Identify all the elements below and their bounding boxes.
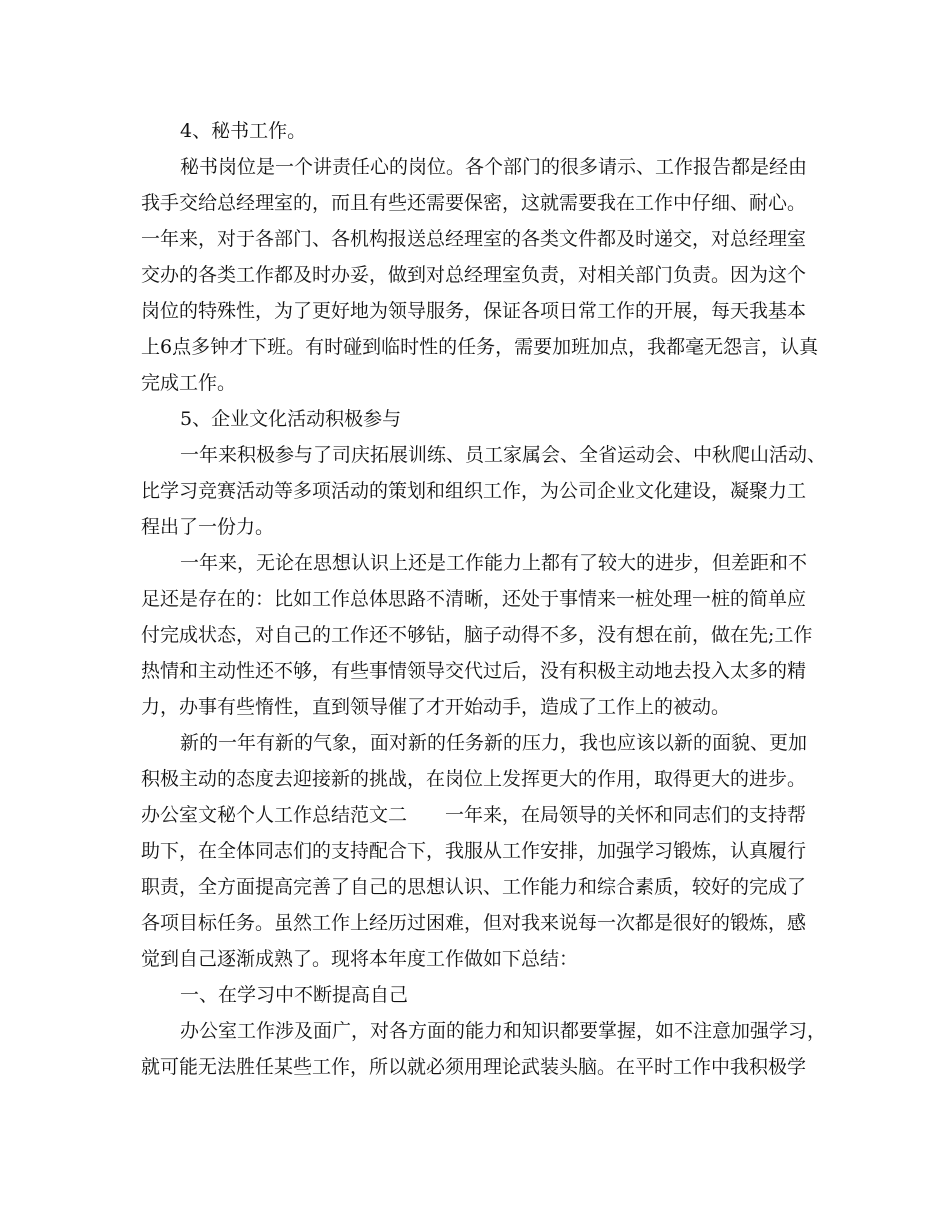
paragraph-line: 秘书岗位是一个讲责任心的岗位。各个部门的很多请示、工作报告都是经由 <box>180 156 808 178</box>
paragraph-line: 就可能无法胜任某些工作，所以就必须用理论武装头脑。在平时工作中我积极学 <box>141 1056 807 1078</box>
paragraph-line: 新的一年有新的气象，面对新的任务新的压力，我也应该以新的面貌、更加 <box>180 732 808 754</box>
paragraph-line: 完成工作。 <box>141 372 237 394</box>
paragraph-line: 一年来，无论在思想认识上还是工作能力上都有了较大的进步，但差距和不 <box>180 552 808 574</box>
paragraph-line: 积极主动的态度去迎接新的挑战，在岗位上发挥更大的作用，取得更大的进步。 <box>141 768 807 790</box>
paragraph-line: 程出了一份力。 <box>141 516 275 538</box>
paragraph-line: 力，办事有些惰性，直到领导催了才开始动手，造成了工作上的被动。 <box>141 696 731 718</box>
paragraph-line: 我手交给总经理室的，而且有些还需要保密，这就需要我在工作中仔细、耐心。 <box>141 192 807 214</box>
paragraph-line: 觉到自己逐渐成熟了。现将本年度工作做如下总结： <box>141 948 579 970</box>
paragraph-line: 各项目标任务。虽然工作上经历过困难，但对我来说每一次都是很好的锻炼，感 <box>141 912 807 934</box>
paragraph-line: 一年来积极参与了司庆拓展训练、员工家属会、全省运动会、中秋爬山活动、 <box>180 444 827 466</box>
paragraph-line: 上6点多钟才下班。有时碰到临时性的任务，需要加班加点，我都毫无怨言，认真 <box>141 336 819 358</box>
paragraph-line: 足还是存在的：比如工作总体思路不清晰，还处于事情来一桩处理一桩的简单应 <box>141 588 807 610</box>
paragraph-line: 职责，全方面提高完善了自己的思想认识、工作能力和综合素质，较好的完成了 <box>141 876 807 898</box>
heading-culture-activities: 5、企业文化活动积极参与 <box>180 408 402 430</box>
paragraph-line: 一年来，对于各部门、各机构报送总经理室的各类文件都及时递交，对总经理室 <box>141 228 807 250</box>
heading-secretary-work: 4、秘书工作。 <box>180 120 307 142</box>
heading-learning: 一、在学习中不断提高自己 <box>180 984 409 1006</box>
paragraph-line: 办公室文秘个人工作总结范文二 一年来，在局领导的关怀和同志们的支持帮 <box>141 804 807 826</box>
paragraph-line: 比学习竞赛活动等多项活动的策划和组织工作，为公司企业文化建设，凝聚力工 <box>141 480 807 502</box>
paragraph-line: 热情和主动性还不够，有些事情领导交代过后，没有积极主动地去投入太多的精 <box>141 660 807 682</box>
paragraph-line: 交办的各类工作都及时办妥，做到对总经理室负责，对相关部门负责。因为这个 <box>141 264 807 286</box>
paragraph-line: 办公室工作涉及面广，对各方面的能力和知识都要掌握，如不注意加强学习， <box>180 1020 827 1042</box>
paragraph-line: 付完成状态，对自己的工作还不够钻，脑子动得不多，没有想在前，做在先;工作 <box>141 624 813 646</box>
paragraph-line: 助下，在全体同志们的支持配合下，我服从工作安排，加强学习锻炼，认真履行 <box>141 840 807 862</box>
paragraph-line: 岗位的特殊性，为了更好地为领导服务，保证各项日常工作的开展，每天我基本 <box>141 300 807 322</box>
